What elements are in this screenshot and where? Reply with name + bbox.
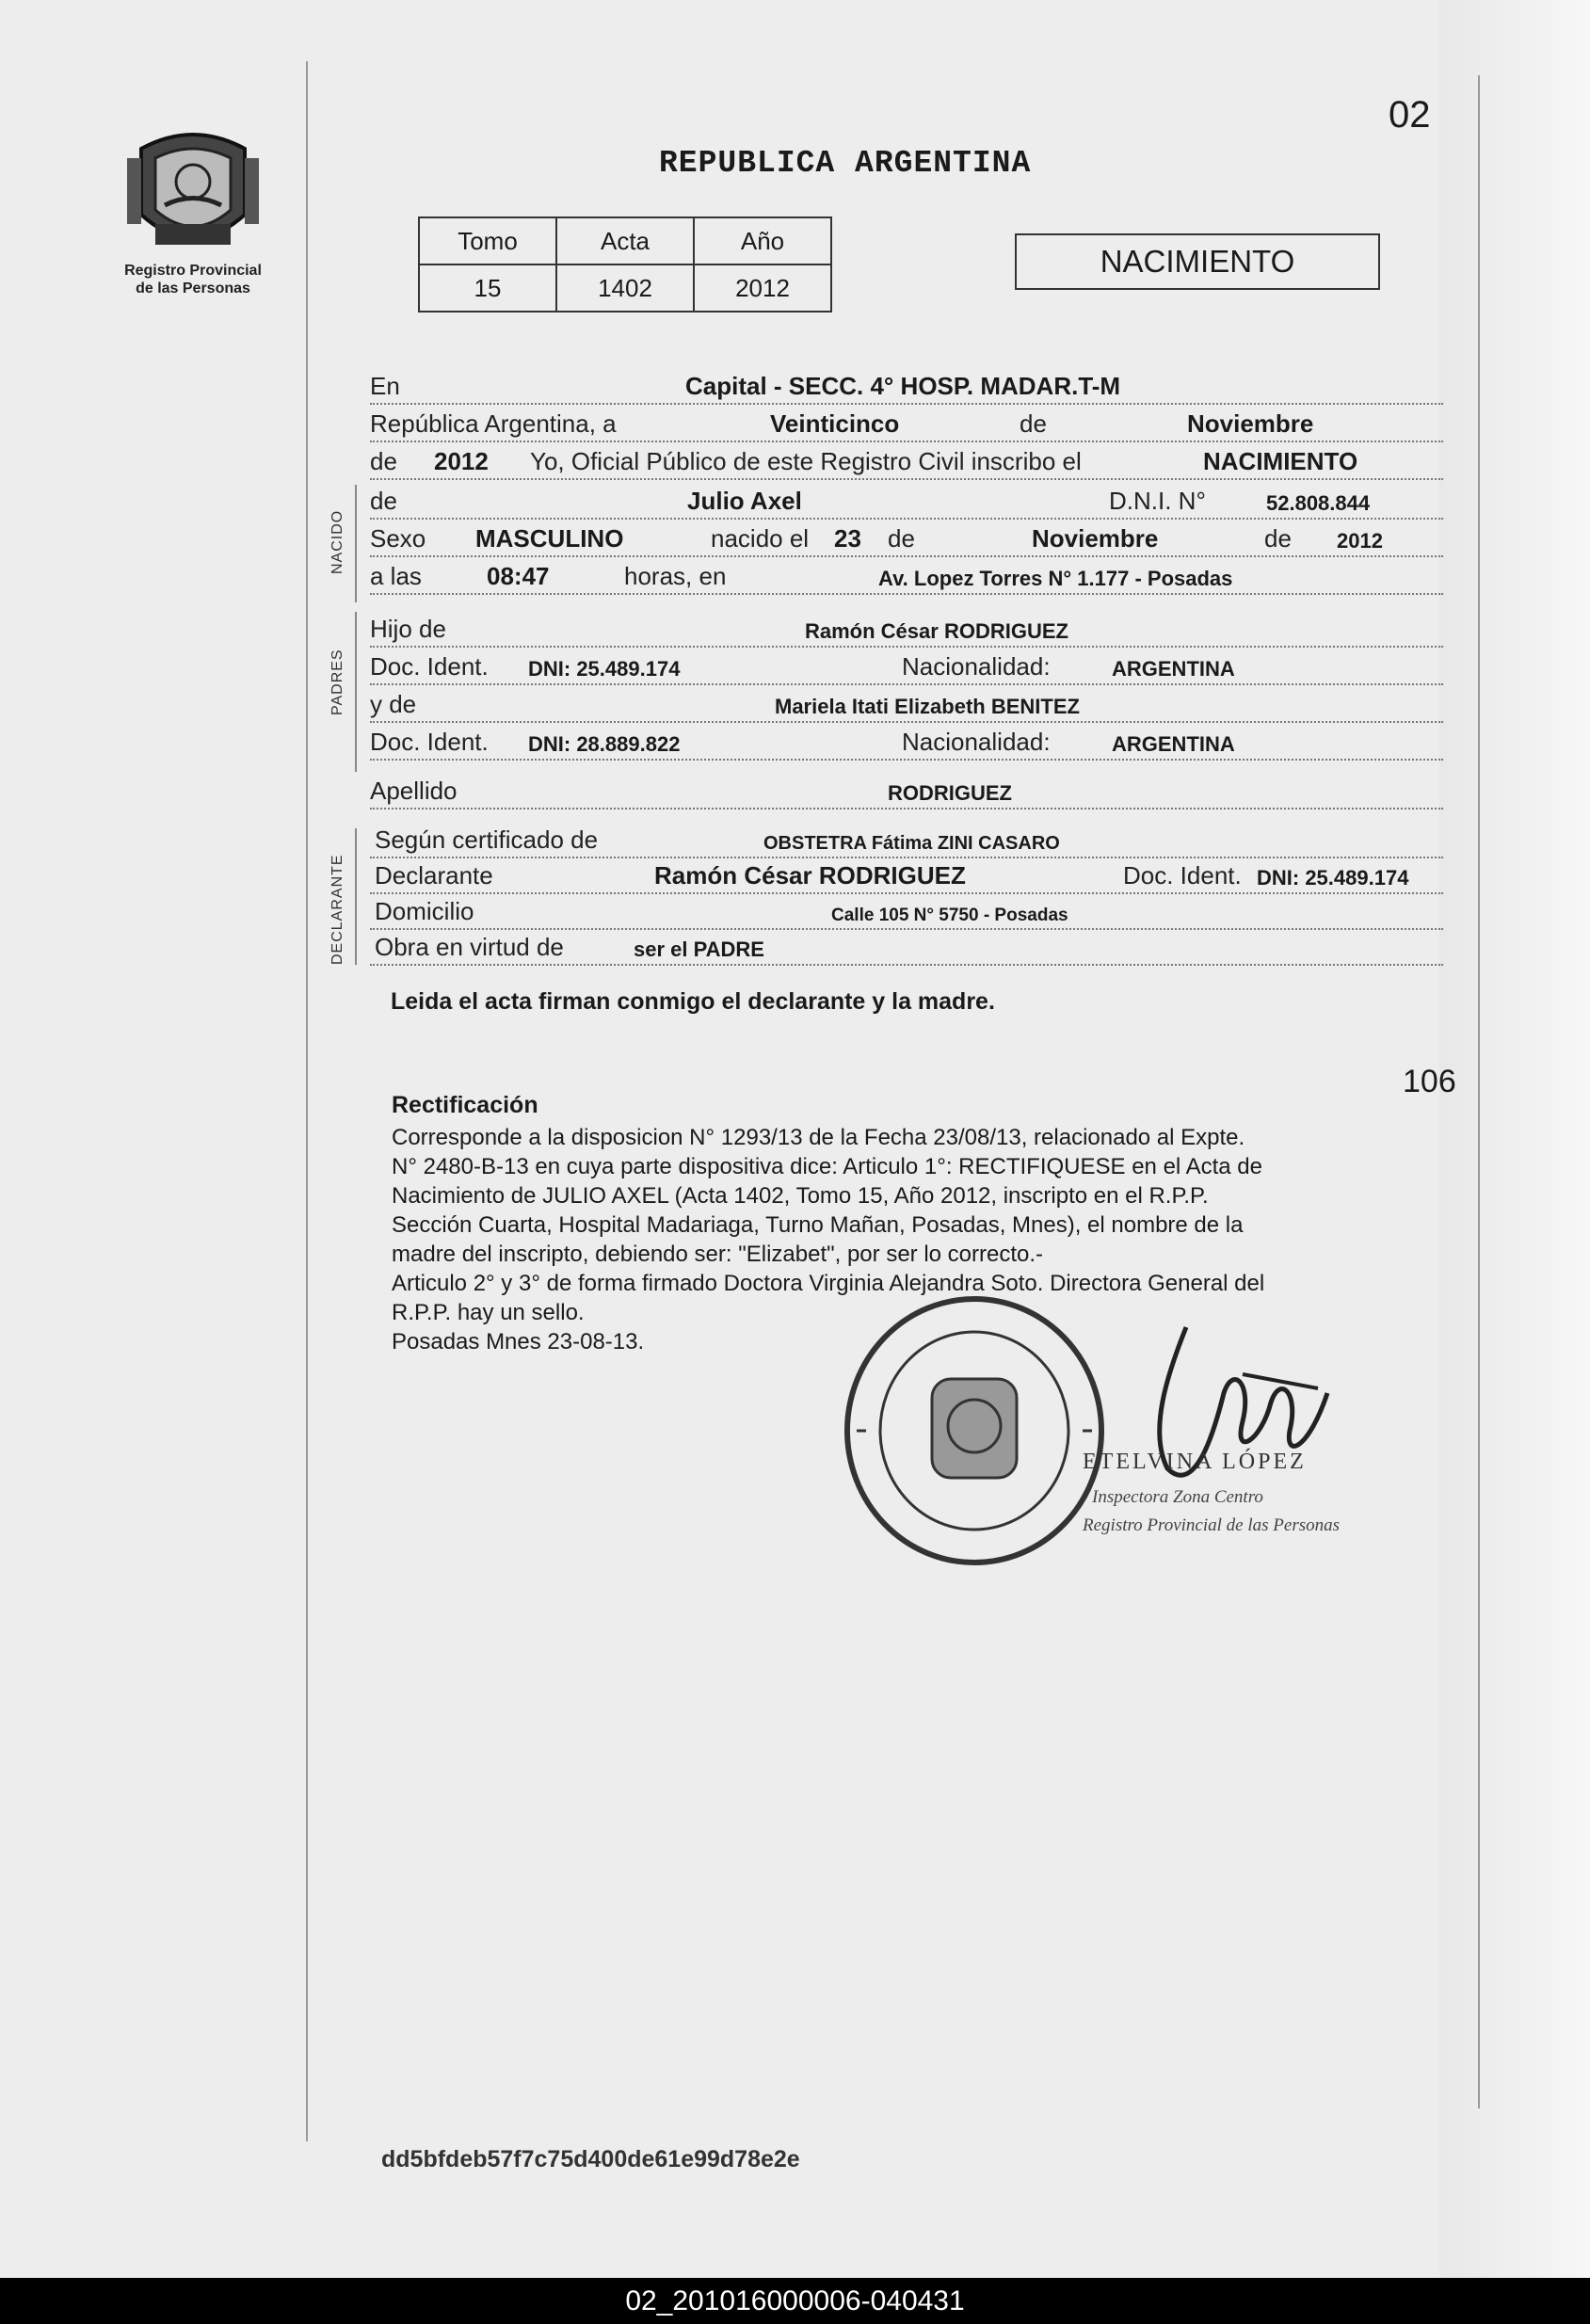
- anio-value: 2012: [694, 264, 831, 312]
- line-declarante: [370, 855, 1443, 894]
- mother-value: Mariela Itati Elizabeth BENITEZ: [775, 695, 1080, 718]
- declarante-label: Declarante: [375, 861, 493, 890]
- page-number: 02: [1389, 94, 1431, 136]
- document-hash: dd5bfdeb57f7c75d400de61e99d78e2e: [381, 2146, 800, 2172]
- father-doc-value: DNI: 25.489.174: [528, 657, 681, 681]
- republica-label: República Argentina, a: [370, 409, 617, 438]
- line-hora: [370, 555, 1443, 595]
- line-apellido: [370, 770, 1443, 809]
- anio-header: Año: [694, 217, 831, 264]
- segun-label: Según certificado de: [375, 825, 599, 854]
- sexo-label: Sexo: [370, 524, 426, 553]
- rectificacion-body: Corresponde a la disposicion N° 1293/13 de la Fecha 23/08/13, relacionado al Expte. N° 2480-B-13 en cuya parte dispositiva dice: Articulo 1°: RECTIFIQUESE en el Acta de Nacimiento de JULIO AXEL (Acta 1402, Tomo 15, Año 2012, inscripto en el R.P.P. Sección Cuarta, Hospital Madariaga, Turno Mañan, Posadas, Mnes), el nombre de la madre del inscripto, debiendo ser: "Elizabet", por ser lo correcto.- Articulo 2° y 3° de forma firmado Doctora Virginia Alejandra Soto. Directora General del R.P.P. hay un sello. Posadas Mnes 23-08-13.: [392, 1125, 1265, 1354]
- obra-value: ser el PADRE: [634, 938, 764, 961]
- de1-label: de: [888, 524, 915, 553]
- mother-doc-label: Doc. Ident.: [370, 728, 489, 756]
- year-prefix-label: de: [370, 447, 397, 475]
- birth-day-value: 23: [834, 524, 861, 553]
- nacido-el-label: nacido el: [711, 524, 810, 553]
- signatory-org: Registro Provincial de las Personas: [1083, 1515, 1341, 1535]
- tomo-value: 15: [419, 264, 556, 312]
- line-mother-doc: [370, 721, 1443, 761]
- de2-label: de: [1264, 524, 1292, 553]
- child-name-value: Julio Axel: [687, 487, 802, 515]
- birth-month-value: Noviembre: [1032, 524, 1159, 553]
- hijo-label: Hijo de: [370, 615, 446, 643]
- line-en: [370, 365, 1443, 405]
- oficial-text: Yo, Oficial Público de este Registro Civil inscribo el: [530, 447, 1082, 475]
- declarante-side-label: DECLARANTE: [329, 854, 345, 965]
- official-stamp-icon: [838, 1290, 1111, 1572]
- time-value: 08:47: [487, 562, 550, 590]
- signatory-name: ETELVINA LÓPEZ: [1083, 1450, 1307, 1474]
- apellido-value: RODRIGUEZ: [888, 781, 1012, 805]
- line-obra: [370, 926, 1443, 966]
- obra-label: Obra en virtud de: [375, 933, 564, 961]
- logo-text-line2: de las Personas: [136, 280, 250, 297]
- certificado-value: OBSTETRA Fátima ZINI CASARO: [763, 833, 1060, 854]
- mother-doc-value: DNI: 28.889.822: [528, 732, 681, 756]
- father-nat-value: ARGENTINA: [1112, 657, 1235, 681]
- declarante-doc-label: Doc. Ident.: [1123, 861, 1242, 890]
- mother-nat-label: Nacionalidad:: [902, 728, 1051, 756]
- padres-rule: [355, 612, 357, 772]
- record-type-box: NACIMIENTO: [1015, 233, 1380, 290]
- rectificacion-title: Rectificación: [392, 1092, 538, 1118]
- nacido-de-label: de: [370, 487, 397, 515]
- left-margin-line: [306, 61, 308, 2141]
- y-de-label: y de: [370, 690, 417, 718]
- horas-label: horas, en: [624, 562, 727, 590]
- tomo-header: Tomo: [419, 217, 556, 264]
- handwritten-signature-icon: [1130, 1318, 1346, 1506]
- declarante-doc-value: DNI: 25.489.174: [1257, 866, 1409, 890]
- place-value: Capital - SECC. 4° HOSP. MADAR.T-M: [685, 372, 1121, 400]
- declarante-rule: [355, 828, 357, 965]
- line-mother: [370, 683, 1443, 723]
- father-doc-label: Doc. Ident.: [370, 652, 489, 681]
- line-father-doc: [370, 646, 1443, 685]
- padres-side-label: PADRES: [329, 649, 345, 715]
- sexo-value: MASCULINO: [475, 524, 624, 553]
- a-las-label: a las: [370, 562, 422, 590]
- child-dni-value: 52.808.844: [1266, 491, 1371, 515]
- paper-edge: [1439, 0, 1590, 2278]
- line-segun: [370, 819, 1443, 858]
- acta-value: 1402: [556, 264, 694, 312]
- father-nat-label: Nacionalidad:: [902, 652, 1051, 681]
- line-year: [370, 441, 1443, 480]
- line-sexo: [370, 518, 1443, 557]
- domicilio-label: Domicilio: [375, 897, 474, 925]
- footer-filename: 02_201016000006-040431: [0, 2278, 1590, 2324]
- declarante-value: Ramón César RODRIGUEZ: [654, 861, 966, 890]
- month-value: Noviembre: [1187, 409, 1314, 438]
- birth-year-value: 2012: [1337, 529, 1383, 553]
- line-nombre: [370, 480, 1443, 520]
- acta-header: Acta: [556, 217, 694, 264]
- year-value: 2012: [434, 447, 489, 475]
- line-republica: [370, 403, 1443, 442]
- signatory-role: Inspectora Zona Centro: [1092, 1487, 1263, 1507]
- dni-label: D.N.I. N°: [1109, 487, 1206, 515]
- logo-text-line1: Registro Provincial: [124, 263, 262, 279]
- leida-statement: Leida el acta firman conmigo el declarante y la madre.: [391, 988, 995, 1015]
- rectificacion-number: 106: [1403, 1064, 1456, 1099]
- inscribed-value: NACIMIENTO: [1203, 447, 1358, 475]
- de-label: de: [1020, 409, 1047, 438]
- nacido-rule: [355, 485, 357, 602]
- father-value: Ramón César RODRIGUEZ: [805, 619, 1068, 643]
- line-hijo: [370, 608, 1443, 648]
- day-words-value: Veinticinco: [770, 409, 900, 438]
- apellido-label: Apellido: [370, 777, 458, 805]
- mother-nat-value: ARGENTINA: [1112, 732, 1235, 756]
- registry-table: [418, 216, 832, 313]
- nacido-side-label: NACIDO: [329, 509, 345, 574]
- birth-address-value: Av. Lopez Torres N° 1.177 - Posadas: [878, 567, 1233, 590]
- en-label: En: [370, 372, 400, 400]
- country-title: REPUBLICA ARGENTINA: [659, 146, 1032, 181]
- line-domicilio: [370, 890, 1443, 930]
- misiones-seal-icon: [122, 120, 264, 262]
- right-margin-line: [1478, 75, 1480, 2108]
- domicilio-value: Calle 105 N° 5750 - Posadas: [831, 906, 1068, 925]
- registry-logo: [113, 120, 273, 309]
